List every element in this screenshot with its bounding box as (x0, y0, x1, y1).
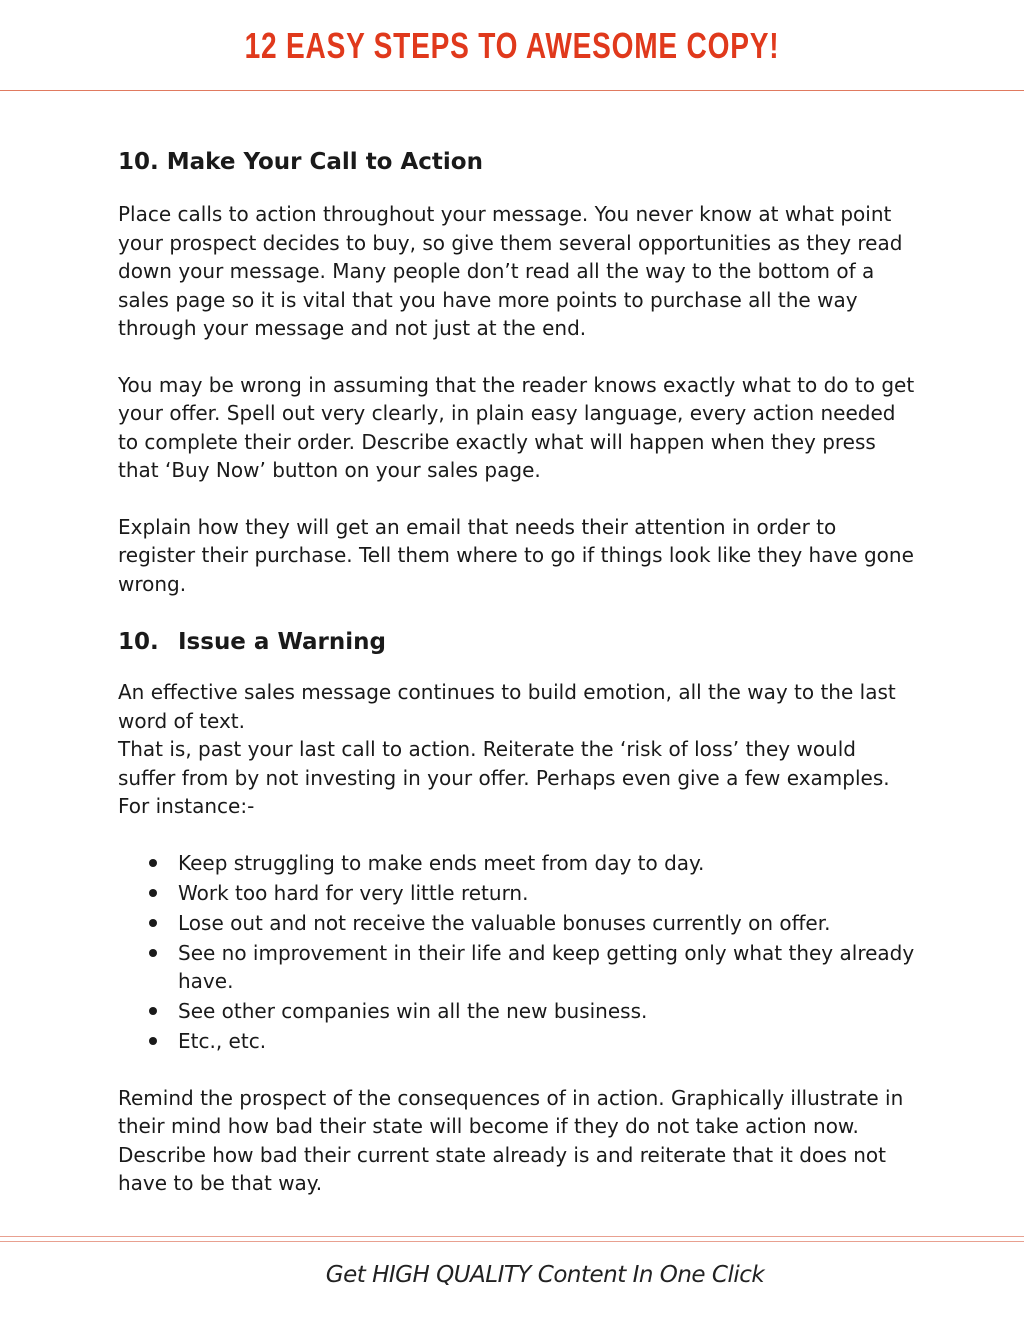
bullet-icon (149, 859, 157, 867)
list-item-text: See no improvement in their life and keep getting only what they already have. (178, 940, 915, 993)
list-item (118, 939, 918, 996)
list-item (118, 909, 918, 938)
footer-tagline: Get HIGH QUALITY Content In One Click (325, 1262, 765, 1288)
list-item-text: Work too hard for very little return. (178, 880, 529, 905)
list-item (118, 879, 918, 908)
footer-divider (0, 1241, 1024, 1242)
paragraph: Place calls to action throughout your message. You never know at what point your prospect decides to buy, so give them several opportunities as they read down your message. Many people don’t read all the way to the bottom of a sales page so it is vital that you have more points to purchase all the way through your message and not just at the end. (118, 202, 903, 340)
list-item-text: See other companies win all the new business. (178, 999, 648, 1023)
footer-divider (0, 1236, 1024, 1237)
main-content (118, 146, 918, 1198)
list-item-text: Lose out and not receive the valuable bonuses currently on offer. (178, 910, 831, 935)
bullet-icon (149, 1037, 157, 1045)
bullet-icon (149, 1007, 157, 1015)
paragraph: That is, past your last call to action. Reiterate the ‘risk of loss’ they would suffer from by not investing in your offer. Perhaps even give a few examples. For instance:- (118, 737, 890, 818)
section-heading-call-to-action: 10. Make Your Call to Action (118, 149, 483, 175)
bullet-icon (149, 889, 157, 897)
paragraph: An effective sales message continues to build emotion, all the way to the last word of text. (118, 680, 896, 733)
page-header-title: 12 EASY STEPS TO AWESOME COPY! (244, 25, 780, 66)
list-item-text: Etc., etc. (178, 1029, 267, 1053)
paragraph: You may be wrong in assuming that the reader knows exactly what to do to get your offer. Spell out very clearly, in plain easy language, every action needed to complete their order. Describe exactly what will happen when they press that ‘Buy Now’ button on your sales page. (118, 372, 915, 482)
heading-number: 10. (118, 629, 159, 655)
list-item (118, 997, 918, 1026)
heading-text: Issue a Warning (178, 629, 386, 655)
list-item-text: Keep struggling to make ends meet from day to day. (178, 850, 705, 875)
header-divider (0, 90, 1024, 91)
section-heading-issue-warning (118, 626, 918, 658)
list-item (118, 849, 918, 878)
bullet-list (118, 849, 918, 1056)
bullet-icon (149, 919, 157, 927)
paragraph: Remind the prospect of the consequences of in action. Graphically illustrate in their mind how bad their state will become if they do not take action now. Describe how bad their current state already is and reiterate that it does not have to be that way. (118, 1085, 904, 1195)
paragraph: Explain how they will get an email that needs their attention in order to register their purchase. Tell them where to go if things look like they have gone wrong. (118, 514, 914, 596)
list-item (118, 1027, 918, 1056)
bullet-icon (149, 949, 157, 957)
